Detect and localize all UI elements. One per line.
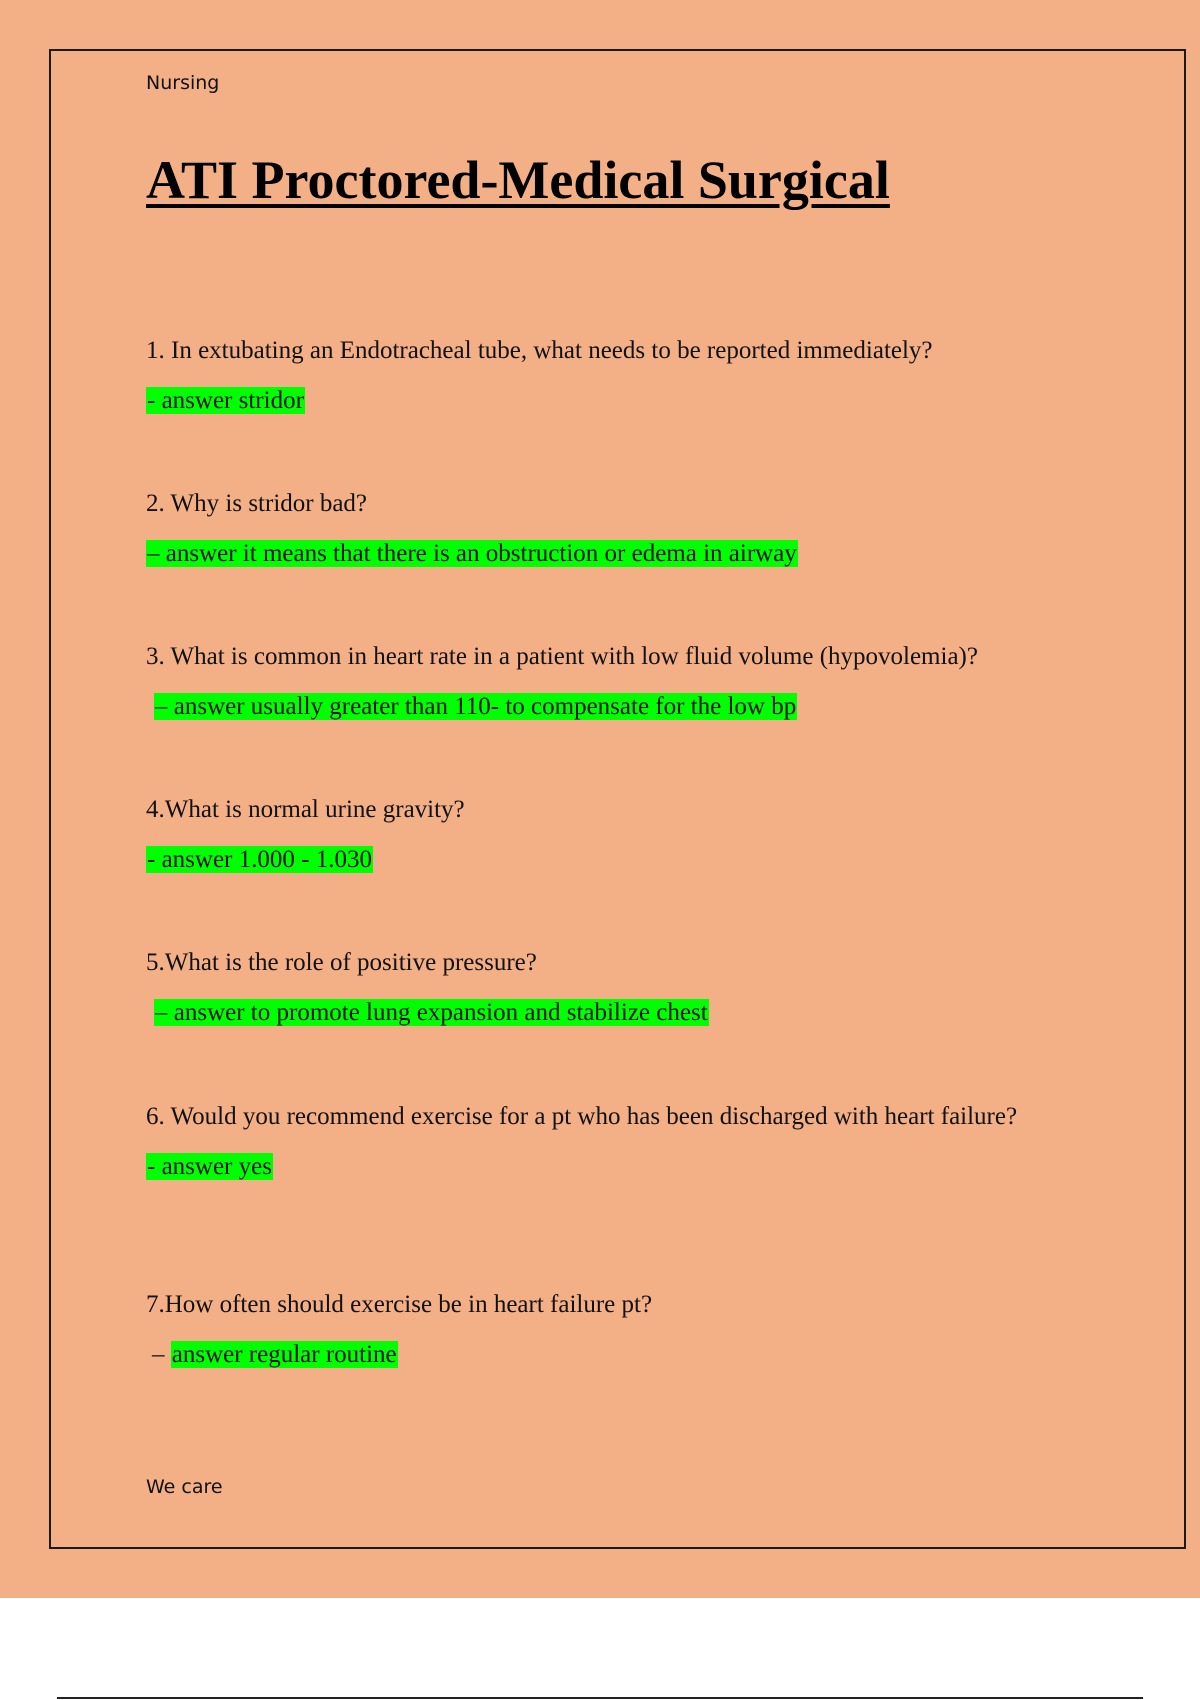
- answer-line: [146, 692, 1106, 722]
- page-title: ATI Proctored-Medical Surgical: [146, 150, 890, 210]
- answer-highlight: answer regular routine: [171, 1341, 397, 1368]
- answer-prefix: –: [152, 1341, 165, 1368]
- answer-line: [146, 1152, 1106, 1182]
- question-text: 6. Would you recommend exercise for a pt who has been discharged with heart failure?: [146, 1103, 1018, 1130]
- question-item-1: [146, 334, 1106, 416]
- answer-highlight: - answer yes: [147, 1153, 272, 1180]
- answer-highlight: – answer it means that there is an obstruction or edema in airway: [147, 540, 797, 567]
- answer-line: [146, 386, 1106, 416]
- answer-highlight: – answer to promote lung expansion and stabilize chest: [155, 999, 708, 1026]
- answer-highlight: - answer 1.000 - 1.030: [147, 846, 372, 873]
- question-text: 3. What is common in heart rate in a patient with low fluid volume (hypovolemia)?: [146, 643, 978, 670]
- question-text: 5.What is the role of positive pressure?: [146, 949, 537, 976]
- question-text: 2. Why is stridor bad?: [146, 490, 368, 517]
- question-item-7: [146, 1288, 1106, 1370]
- question-text: 1. In extubating an Endotracheal tube, what needs to be reported immediately?: [146, 337, 933, 364]
- page-header: Nursing: [146, 72, 220, 94]
- question-item-4: [146, 793, 1106, 875]
- answer-line: [146, 1340, 1106, 1370]
- bottom-divider: [57, 1697, 1143, 1699]
- answer-highlight: - answer stridor: [147, 387, 304, 414]
- question-item-2: [146, 487, 1106, 569]
- answer-line: [146, 998, 1106, 1028]
- answer-line: [146, 845, 1106, 875]
- question-item-5: [146, 946, 1106, 1028]
- question-text: 7.How often should exercise be in heart failure pt?: [146, 1291, 653, 1318]
- question-item-6: [146, 1100, 1106, 1182]
- question-text: 4.What is normal urine gravity?: [146, 796, 465, 823]
- answer-highlight: – answer usually greater than 110- to compensate for the low bp: [155, 693, 797, 720]
- page-footer: We care: [146, 1476, 223, 1498]
- question-item-3: [146, 640, 1106, 722]
- answer-line: [146, 539, 1106, 569]
